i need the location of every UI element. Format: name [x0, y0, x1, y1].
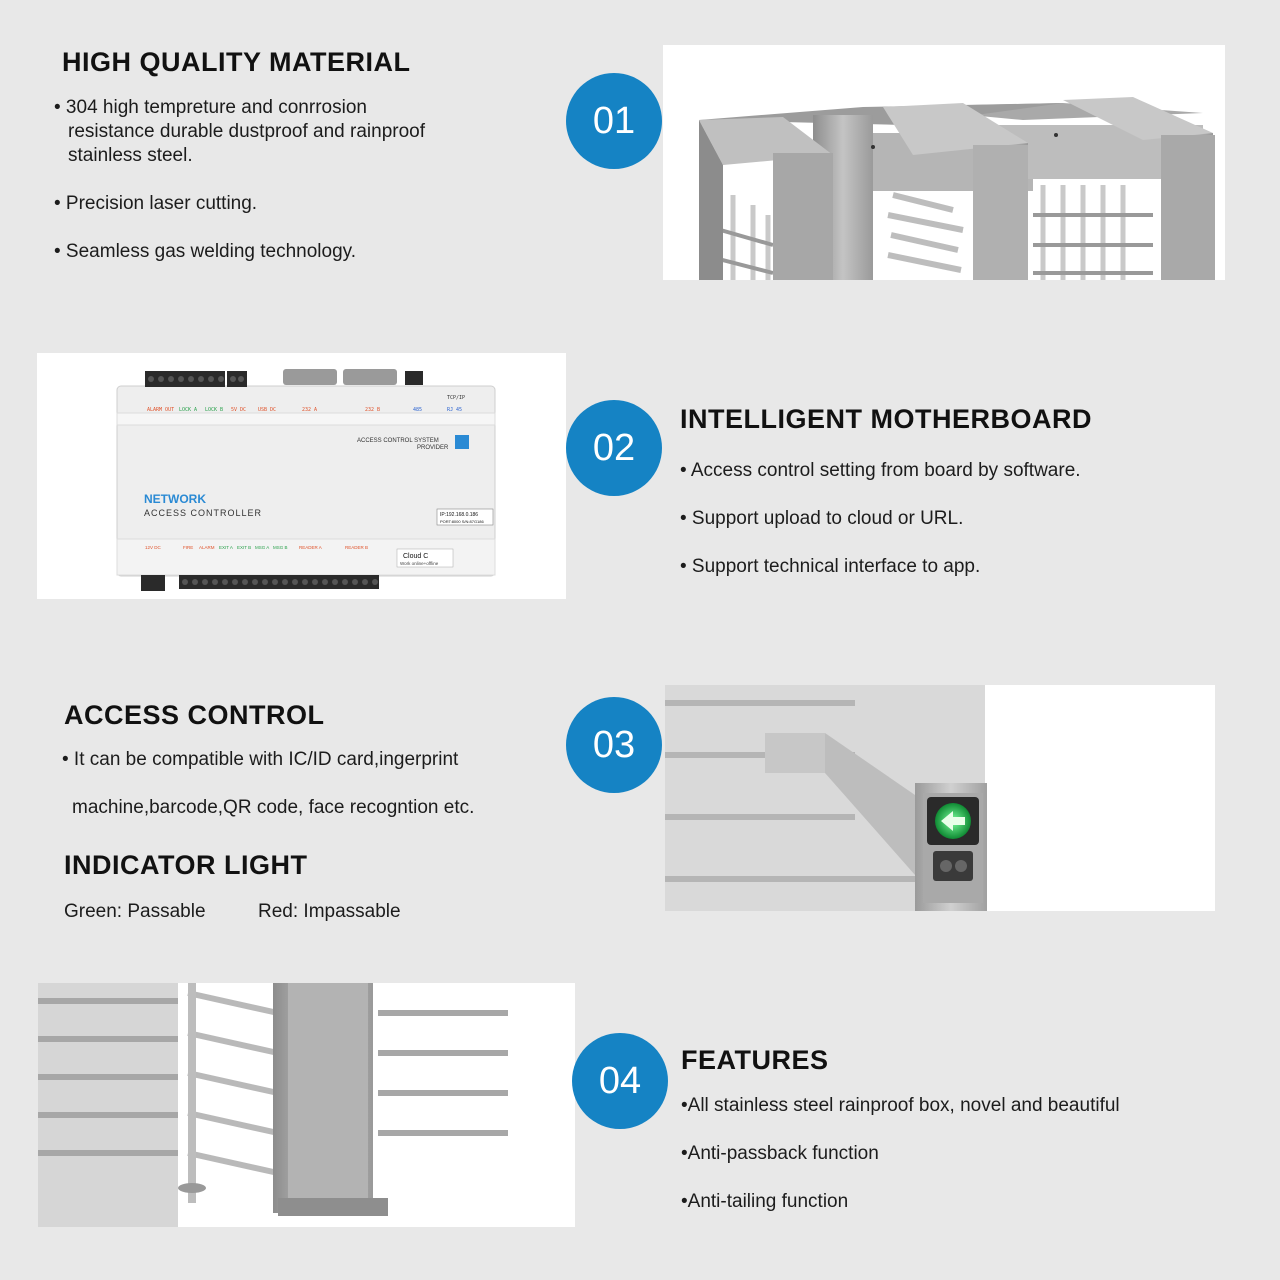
section4-bullet-2: •Anti-passback function	[681, 1143, 879, 1164]
board-label-usbdc: USB DC	[258, 407, 277, 413]
section2-number-badge: 02	[566, 400, 662, 496]
board-port: PORT:8000 S/N:87G186	[440, 519, 484, 524]
board-access-control-system: ACCESS CONTROL SYSTEM	[357, 438, 439, 444]
svg-text:12V DC: 12V DC	[145, 545, 161, 550]
turnstile-top-illustration	[663, 45, 1225, 280]
section2-bullet-2: • Support upload to cloud or URL.	[680, 508, 964, 529]
section1-bullet-1b: resistance durable dustproof and rainproof	[68, 121, 426, 142]
section2-title: INTELLIGENT MOTHERBOARD	[680, 404, 1092, 434]
indicator-light-illustration	[665, 685, 1215, 911]
section3-number-badge: 03	[566, 697, 662, 793]
board-cloud: Cloud C	[403, 553, 429, 560]
board-label-lock-a: LOCK A	[179, 407, 198, 413]
turnstile-full-illustration	[38, 983, 575, 1227]
svg-text:FIRE: FIRE	[183, 545, 194, 550]
section1-bullet-1: • 304 high tempreture and conrrosion	[54, 97, 367, 118]
board-label-232a: 232 A	[302, 407, 318, 413]
board-label-alarm-out: ALARM OUT	[147, 407, 175, 413]
svg-text:MSG B: MSG B	[273, 545, 288, 550]
section3-bullet-1: • It can be compatible with IC/ID card,ingerprint	[62, 749, 459, 770]
section1-number-badge: 01	[566, 73, 662, 169]
svg-text:EXIT B: EXIT B	[237, 545, 252, 550]
board-network: NETWORK	[144, 492, 206, 506]
section1-title: HIGH QUALITY MATERIAL	[62, 47, 411, 77]
section1-bullet-3: • Seamless gas welding technology.	[54, 241, 357, 262]
board-provider: PROVIDER	[417, 445, 449, 451]
board-label-232b: 232 B	[365, 407, 381, 413]
board-label-rj45: RJ 45	[447, 407, 463, 413]
svg-text:ALARM: ALARM	[199, 545, 215, 550]
section1-bullet-1c: stainless steel.	[68, 145, 193, 166]
section4-bullet-3: •Anti-tailing function	[681, 1191, 849, 1212]
board-logo-square	[455, 435, 469, 449]
svg-text:MSG A: MSG A	[255, 545, 270, 550]
turnstile-full-photo	[38, 983, 575, 1227]
section3-bullet-1b: machine,barcode,QR code, face recogntion etc.	[72, 797, 475, 818]
board-label-lock-b: LOCK B	[205, 407, 224, 413]
controller-board-illustration	[37, 353, 566, 599]
section4-number-badge: 04	[572, 1033, 668, 1129]
indicator-light-photo	[665, 685, 1215, 911]
section2-bullet-1: • Access control setting from board by software.	[680, 460, 1081, 481]
indicator-red-text: Red: Impassable	[258, 901, 401, 922]
indicator-green-text: Green: Passable	[64, 901, 206, 922]
svg-text:READER A: READER A	[299, 545, 322, 550]
board-access-controller: ACCESS CONTROLLER	[144, 508, 263, 518]
board-label-5vdc: 5V DC	[231, 407, 247, 413]
section4-title: FEATURES	[681, 1045, 829, 1075]
board-label-485: 485	[413, 407, 423, 413]
svg-text:READER B: READER B	[345, 545, 369, 550]
turnstile-top-photo	[663, 45, 1225, 280]
board-cloud-sub: Work online+offline	[400, 561, 439, 566]
indicator-light-title: INDICATOR LIGHT	[64, 850, 308, 880]
svg-text:EXIT A: EXIT A	[219, 545, 233, 550]
board-ip: IP:192.168.0.186	[440, 512, 479, 518]
section3-title: ACCESS CONTROL	[64, 700, 325, 730]
section1-bullet-2: • Precision laser cutting.	[54, 193, 258, 214]
section4-bullet-1: •All stainless steel rainproof box, novel and beautiful	[681, 1095, 1120, 1116]
section2-bullet-3: • Support technical interface to app.	[680, 556, 981, 577]
controller-board-photo	[37, 353, 566, 599]
board-label-tcpip: TCP/IP	[447, 395, 466, 401]
